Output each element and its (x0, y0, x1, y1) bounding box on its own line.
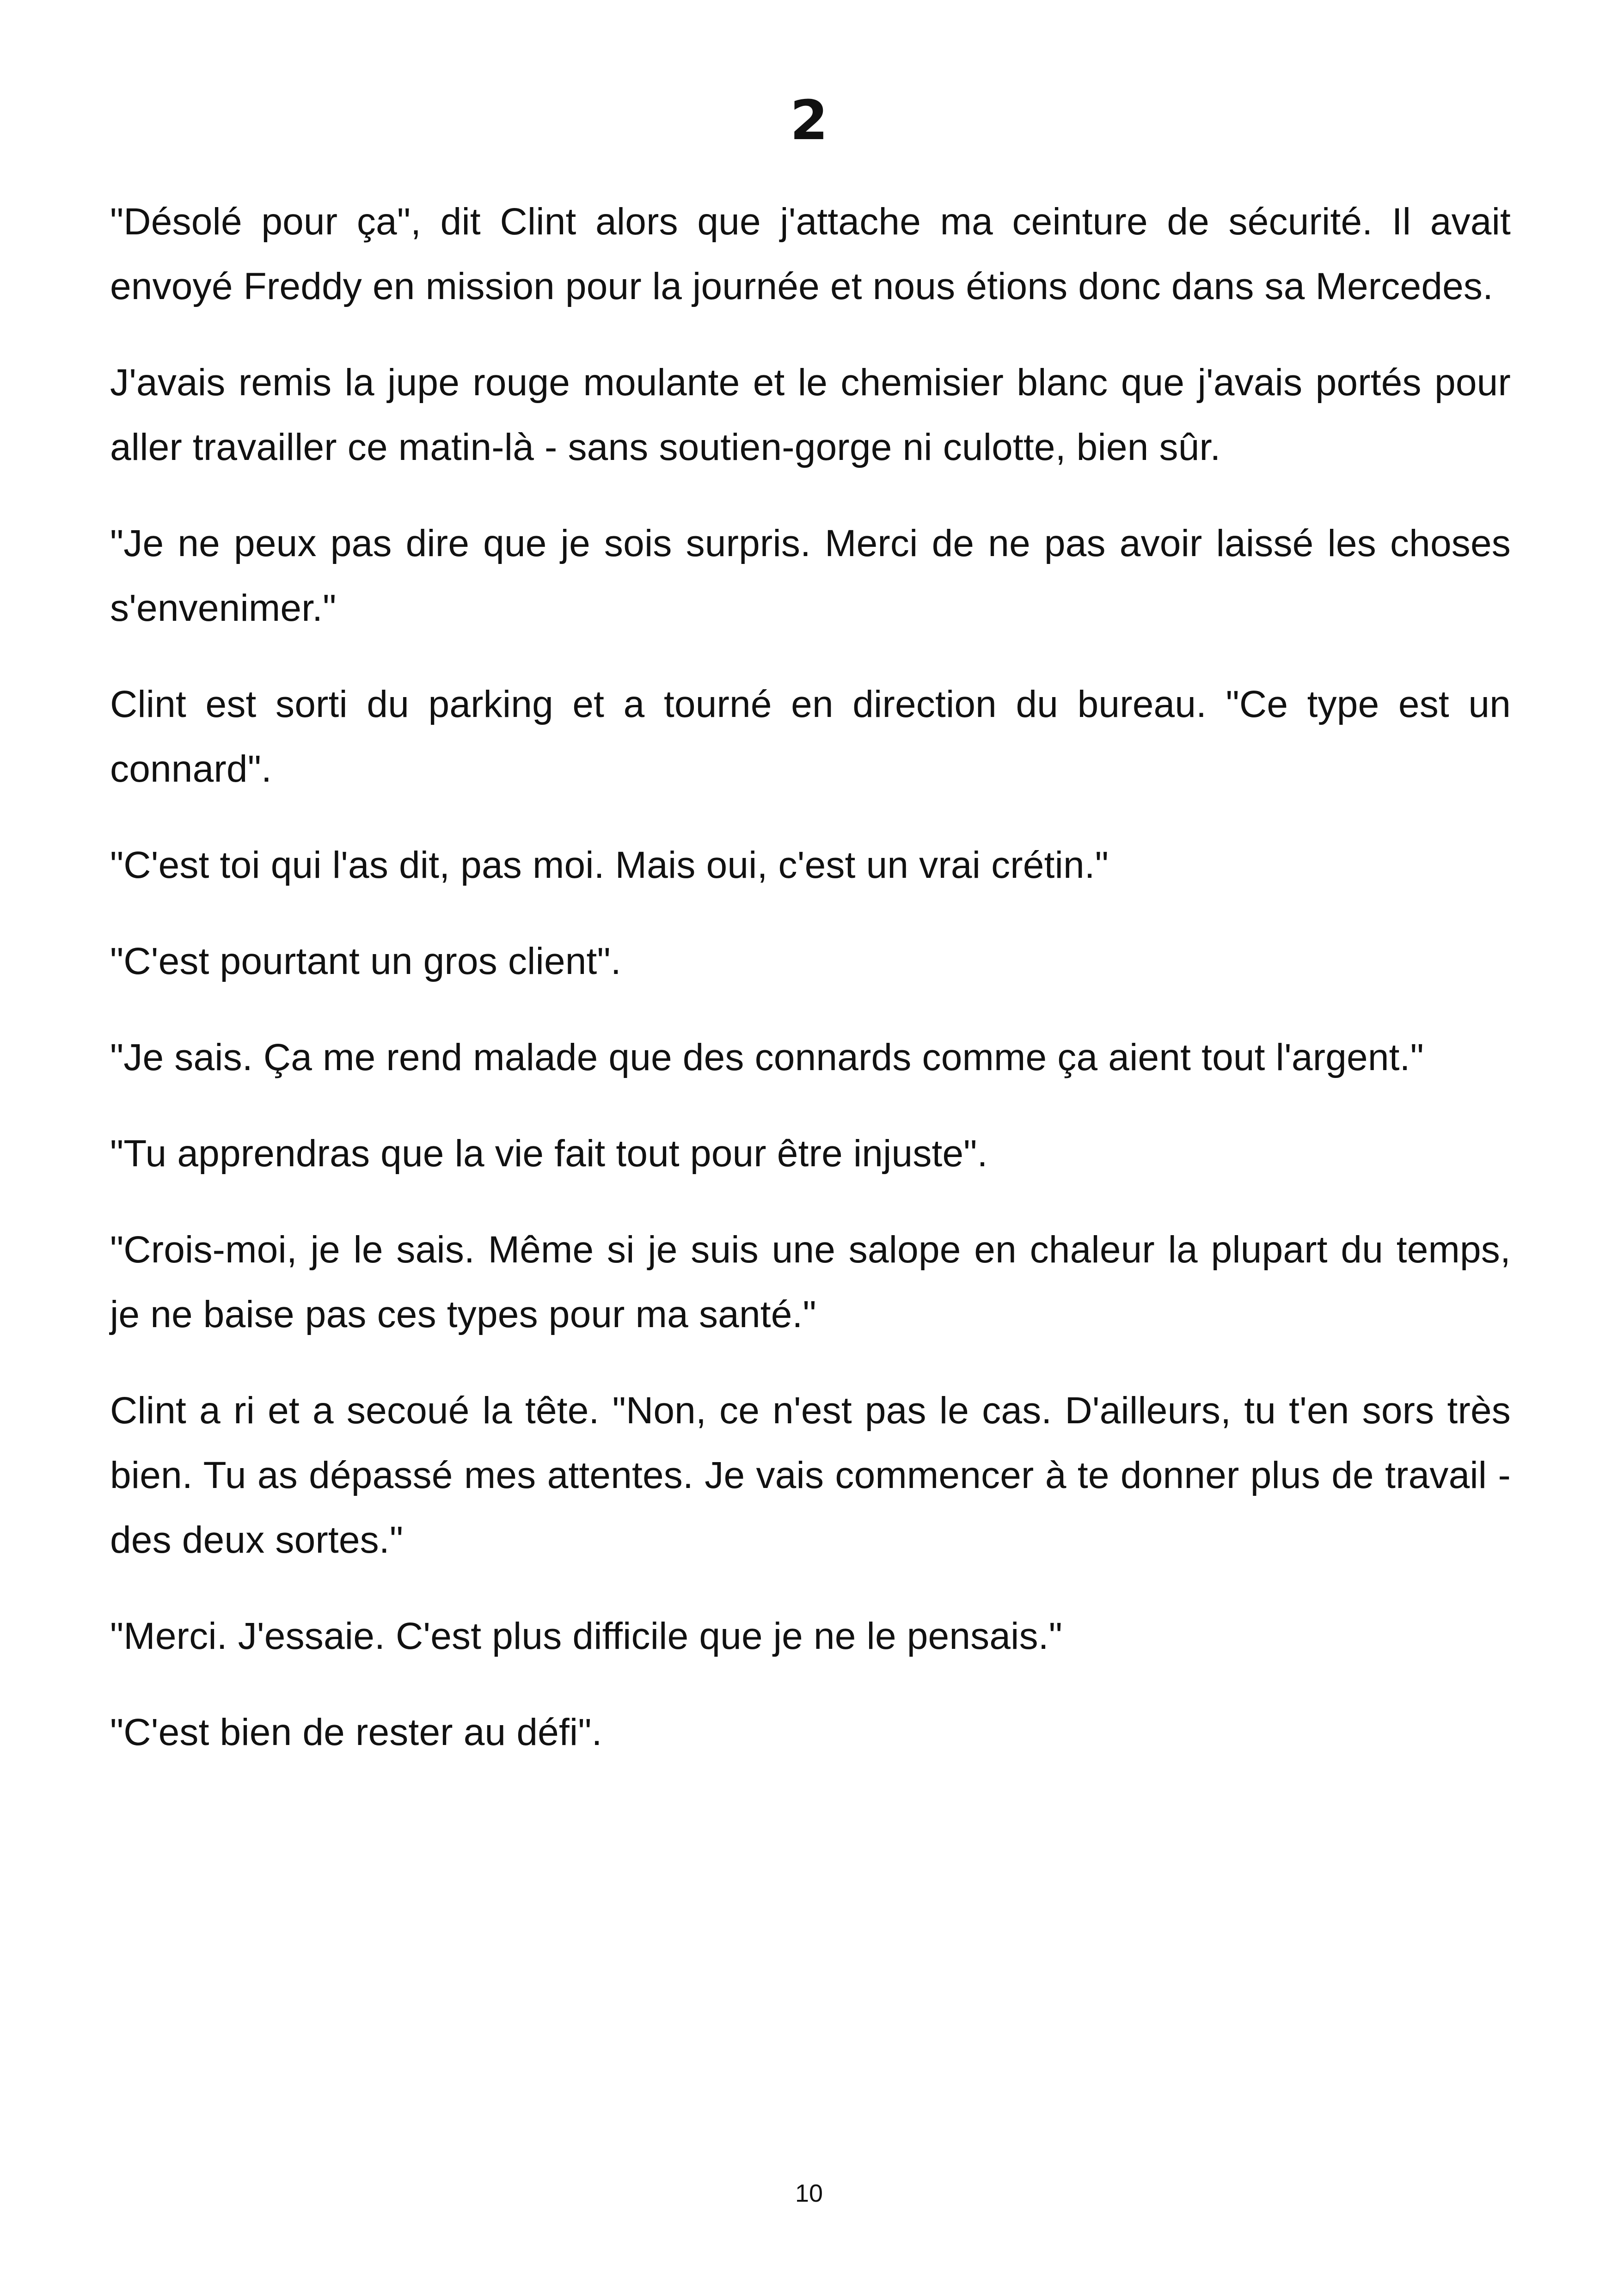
paragraph: "C'est toi qui l'as dit, pas moi. Mais oui, c'est un vrai crétin." (110, 844, 1109, 886)
chapter-number: 2 (790, 88, 828, 152)
paragraph: Clint est sorti du parking et a tourné en direction du bureau. "Ce type est un connard". (110, 683, 1511, 790)
paragraph: Clint a ri et a secoué la tête. "Non, ce n'est pas le cas. D'ailleurs, tu t'en sors très bien. Tu as dépassé mes attentes. Je vais commencer à te donner plus de travail - des deux sortes." (110, 1390, 1511, 1561)
paragraph: "C'est bien de rester au défi". (110, 1711, 602, 1753)
body-text (110, 190, 1511, 1796)
paragraph: "Désolé pour ça", dit Clint alors que j'attache ma ceinture de sécurité. Il avait envoyé Freddy en mission pour la journée et nous étions donc dans sa Mercedes. (110, 201, 1511, 307)
paragraph: "Je ne peux pas dire que je sois surpris. Merci de ne pas avoir laissé les choses s'envenimer." (110, 522, 1511, 629)
paragraph: J'avais remis la jupe rouge moulante et le chemisier blanc que j'avais portés pour aller travailler ce matin-là - sans soutien-gorge ni culotte, bien sûr. (110, 361, 1511, 468)
paragraph: "C'est pourtant un gros client". (110, 940, 621, 982)
page-number: 10 (795, 2180, 823, 2207)
paragraph: "Tu apprendras que la vie fait tout pour être injuste". (110, 1133, 988, 1175)
paragraph: "Crois-moi, je le sais. Même si je suis une salope en chaleur la plupart du temps, je ne baise pas ces types pour ma santé." (110, 1229, 1511, 1335)
paragraph: "Merci. J'essaie. C'est plus difficile que je ne le pensais." (110, 1615, 1063, 1657)
paragraph: "Je sais. Ça me rend malade que des connards comme ça aient tout l'argent." (110, 1036, 1424, 1078)
